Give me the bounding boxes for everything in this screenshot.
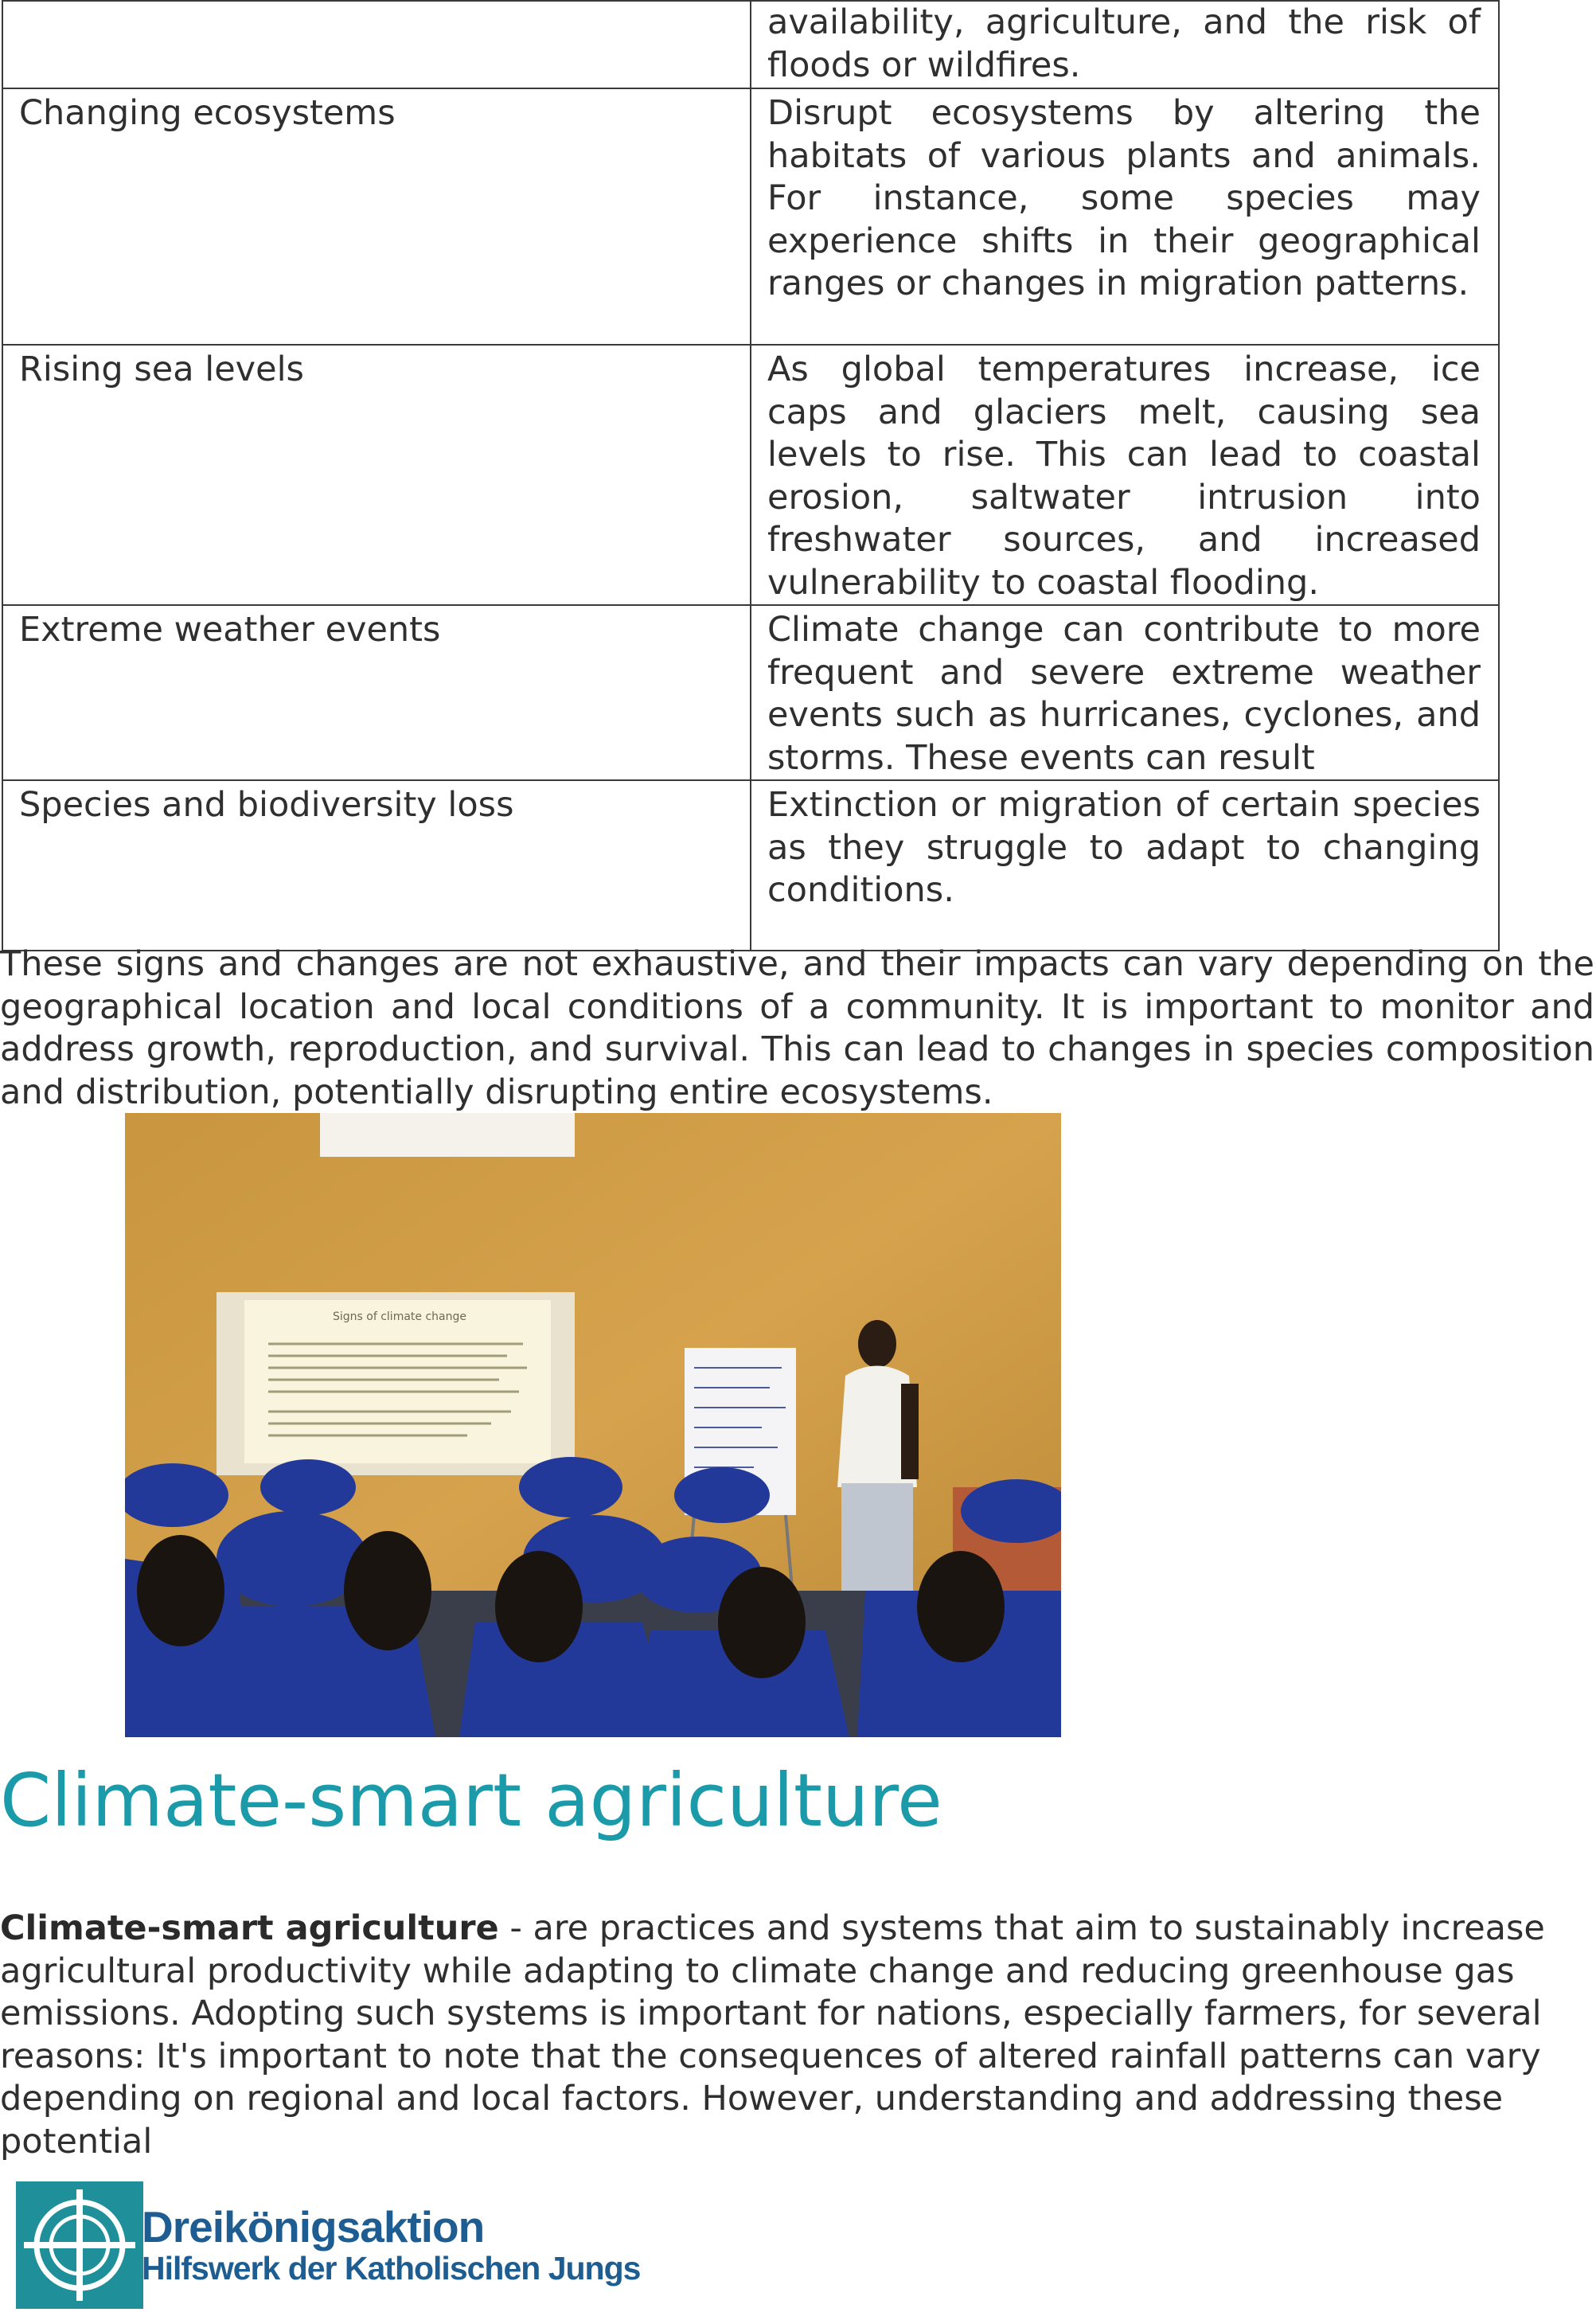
signs-table xyxy=(2,0,1500,951)
term-bold: Climate-smart agriculture xyxy=(0,1908,499,1948)
table-cell-description: availability, agriculture, and the risk of floods or wildfires. xyxy=(751,1,1499,88)
term-definition: - are practices and systems that aim to sustainably increase agricultural productivity while adapting to climate change and reducing greenhouse gas emissions. Adopting such systems is important for nations, especially farmers, for several reasons: It's important to note that the consequences of altered rainfall patterns can vary depending on regional and local factors. However, understanding and addressing these potential xyxy=(0,1908,1545,2162)
table-cell-sign: Species and biodiversity loss xyxy=(2,780,751,951)
table-cell-description: Disrupt ecosystems by altering the habitats of various plants and animals. For instance, some species may experience shifts in their geographical ranges or changes in migration patterns. xyxy=(751,88,1499,345)
classroom-illustration xyxy=(125,1113,1061,1737)
table-cell-sign: Extreme weather events xyxy=(2,605,751,780)
workshop-photo xyxy=(125,1113,1061,1737)
table-cell-sign: Rising sea levels xyxy=(2,345,751,605)
table-row xyxy=(2,1,1499,88)
organization-logo xyxy=(16,2181,641,2309)
table-row xyxy=(2,605,1499,780)
table-row xyxy=(2,88,1499,345)
cross-circle-logo-icon xyxy=(16,2181,143,2309)
table-cell-description: As global temperatures increase, ice caps and glaciers melt, causing sea levels to rise. This can lead to coastal erosion, saltwater intrusion into freshwater sources, and increased vulnerability to coastal flooding. xyxy=(751,345,1499,605)
table-row xyxy=(2,345,1499,605)
table-cell-description: Extinction or migration of certain species as they struggle to adapt to changing conditions. xyxy=(751,780,1499,951)
body-paragraph-2 xyxy=(0,1908,1594,2163)
table-cell-sign xyxy=(2,1,751,88)
table-cell-description: Climate change can contribute to more frequent and severe extreme weather events such as hurricanes, cyclones, and storms. These events can result xyxy=(751,605,1499,780)
section-heading: Climate-smart agriculture xyxy=(0,1758,942,1843)
logo-tagline: Hilfswerk der Katholischen Jungs xyxy=(142,2250,641,2287)
table-row xyxy=(2,780,1499,951)
logo-text xyxy=(142,2204,640,2287)
table-cell-sign: Changing ecosystems xyxy=(2,88,751,345)
logo-name: Dreikönigsaktion xyxy=(142,2202,485,2251)
body-paragraph: These signs and changes are not exhaustive, and their impacts can vary depending on the geographical location and local conditions of a community. It is important to monitor and address growth, reproduction, and survival. This can lead to changes in species composition and distribution, potentially disrupting entire ecosystems. xyxy=(0,944,1594,1112)
slide-title: Signs of climate change xyxy=(333,1310,466,1323)
